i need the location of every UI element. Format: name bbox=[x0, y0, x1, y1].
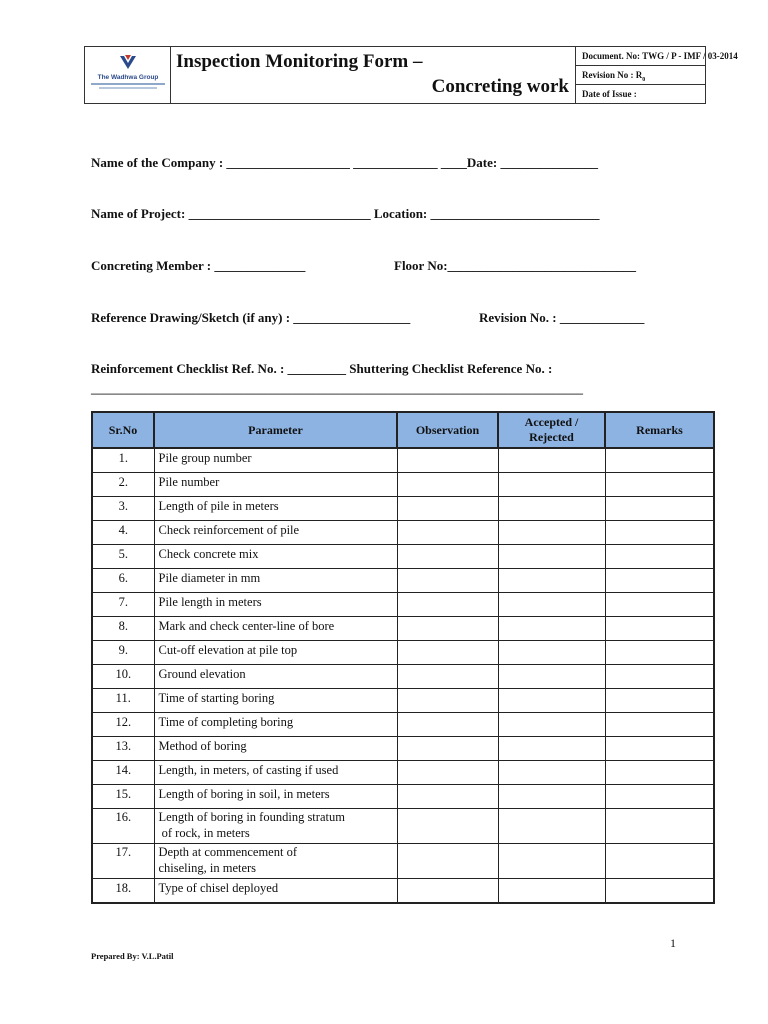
table-row bbox=[92, 617, 714, 641]
accepted-rejected-cell[interactable] bbox=[498, 497, 605, 521]
accepted-rejected-cell[interactable] bbox=[498, 473, 605, 497]
table-row bbox=[92, 473, 714, 497]
table-row bbox=[92, 689, 714, 713]
drawing-revision-field[interactable]: Revision No. : _____________ bbox=[479, 310, 645, 325]
table-row bbox=[92, 761, 714, 785]
row-parameter bbox=[154, 761, 397, 785]
accepted-rejected-cell[interactable] bbox=[498, 521, 605, 545]
parameter-text: Mark and check center-line of bore bbox=[158, 619, 335, 633]
row-parameter bbox=[154, 593, 397, 617]
column-header-accepted-rejected: Accepted / Rejected bbox=[498, 412, 605, 448]
accepted-rejected-cell[interactable] bbox=[498, 713, 605, 737]
logo-tagline-line bbox=[99, 87, 157, 89]
row-number: 4. bbox=[92, 521, 154, 545]
row-parameter bbox=[154, 737, 397, 761]
remarks-cell[interactable] bbox=[605, 617, 714, 641]
row-parameter bbox=[154, 617, 397, 641]
accepted-rejected-cell[interactable] bbox=[498, 737, 605, 761]
remarks-cell[interactable] bbox=[605, 545, 714, 569]
project-location-field[interactable]: Name of Project: ____________________________ Location: __________________________ bbox=[91, 206, 600, 221]
table-row bbox=[92, 785, 714, 809]
column-header-sr-no: Sr.No bbox=[92, 412, 154, 448]
remarks-cell[interactable] bbox=[605, 593, 714, 617]
parameter-text: Time of starting boring bbox=[158, 691, 275, 705]
parameter-text: Length of pile in meters bbox=[158, 499, 279, 513]
accepted-rejected-cell[interactable] bbox=[498, 844, 605, 879]
observation-cell[interactable] bbox=[397, 473, 498, 497]
observation-cell[interactable] bbox=[397, 689, 498, 713]
remarks-cell[interactable] bbox=[605, 448, 714, 473]
remarks-cell[interactable] bbox=[605, 665, 714, 689]
row-parameter bbox=[154, 713, 397, 737]
row-number: 5. bbox=[92, 545, 154, 569]
remarks-cell[interactable] bbox=[605, 713, 714, 737]
parameter-text: Depth at commencement of bbox=[158, 845, 297, 859]
form-title-line2: Concreting work bbox=[431, 76, 569, 97]
row-parameter bbox=[154, 641, 397, 665]
floor-no-field[interactable]: Floor No:_____________________________ bbox=[394, 258, 637, 273]
observation-cell[interactable] bbox=[397, 844, 498, 879]
prepared-by: Prepared By: V.L.Patil bbox=[91, 951, 174, 961]
row-number: 13. bbox=[92, 737, 154, 761]
parameter-text: Pile number bbox=[158, 475, 220, 489]
observation-cell[interactable] bbox=[397, 665, 498, 689]
page-number: 1 bbox=[670, 936, 676, 950]
title-cell bbox=[170, 47, 576, 103]
document-number: Document. No: TWG / P - IMF / 03-2014 bbox=[576, 47, 705, 66]
remarks-cell[interactable] bbox=[605, 569, 714, 593]
remarks-cell[interactable] bbox=[605, 844, 714, 879]
observation-cell[interactable] bbox=[397, 569, 498, 593]
row-parameter bbox=[154, 448, 397, 473]
concreting-member-field[interactable]: Concreting Member : ______________ bbox=[91, 258, 306, 273]
row-number: 8. bbox=[92, 617, 154, 641]
accepted-rejected-cell[interactable] bbox=[498, 617, 605, 641]
parameter-text: Ground elevation bbox=[158, 667, 246, 681]
remarks-cell[interactable] bbox=[605, 761, 714, 785]
parameter-text: Check concrete mix bbox=[158, 547, 259, 561]
observation-cell[interactable] bbox=[397, 521, 498, 545]
table-row bbox=[92, 497, 714, 521]
table-row bbox=[92, 641, 714, 665]
accepted-rejected-cell[interactable] bbox=[498, 665, 605, 689]
table-row bbox=[92, 879, 714, 904]
observation-cell[interactable] bbox=[397, 713, 498, 737]
table-row bbox=[92, 737, 714, 761]
revision-number: Revision No : $R_0$ bbox=[576, 66, 705, 85]
accepted-rejected-cell[interactable] bbox=[498, 809, 605, 844]
reference-drawing-field[interactable]: Reference Drawing/Sketch (if any) : __________________ bbox=[91, 310, 411, 325]
row-parameter bbox=[154, 689, 397, 713]
remarks-cell[interactable] bbox=[605, 641, 714, 665]
row-number: 15. bbox=[92, 785, 154, 809]
accepted-rejected-cell[interactable] bbox=[498, 761, 605, 785]
parameter-text-continued: of rock, in meters bbox=[158, 826, 250, 840]
accepted-rejected-cell[interactable] bbox=[498, 689, 605, 713]
parameter-text: Length, in meters, of casting if used bbox=[158, 763, 339, 777]
document-header bbox=[84, 46, 738, 104]
row-number: 10. bbox=[92, 665, 154, 689]
observation-cell[interactable] bbox=[397, 497, 498, 521]
observation-cell[interactable] bbox=[397, 593, 498, 617]
column-header-remarks: Remarks bbox=[605, 412, 714, 448]
row-number: 7. bbox=[92, 593, 154, 617]
row-parameter bbox=[154, 521, 397, 545]
row-number: 2. bbox=[92, 473, 154, 497]
accepted-rejected-cell[interactable] bbox=[498, 448, 605, 473]
row-number: 17. bbox=[92, 844, 154, 879]
accepted-rejected-cell[interactable] bbox=[498, 879, 605, 904]
row-number: 12. bbox=[92, 713, 154, 737]
column-header-observation: Observation bbox=[397, 412, 498, 448]
row-number: 9. bbox=[92, 641, 154, 665]
accepted-rejected-cell[interactable] bbox=[498, 641, 605, 665]
date-of-issue: Date of Issue : bbox=[582, 89, 637, 99]
table-row bbox=[92, 809, 714, 844]
observation-cell[interactable] bbox=[397, 737, 498, 761]
row-parameter bbox=[154, 569, 397, 593]
row-parameter bbox=[154, 545, 397, 569]
logo-tagline-line bbox=[91, 83, 165, 85]
table-row bbox=[92, 448, 714, 473]
parameter-text-continued: chiseling, in meters bbox=[158, 861, 257, 875]
remarks-cell[interactable] bbox=[605, 497, 714, 521]
observation-cell[interactable] bbox=[397, 809, 498, 844]
remarks-cell[interactable] bbox=[605, 809, 714, 844]
company-date-field[interactable]: Name of the Company : ___________________ _____________ ____Date: _______________ bbox=[91, 155, 598, 170]
remarks-cell[interactable] bbox=[605, 521, 714, 545]
row-parameter bbox=[154, 809, 397, 844]
remarks-cell[interactable] bbox=[605, 785, 714, 809]
inspection-table bbox=[91, 411, 715, 904]
form-title-line1: Inspection Monitoring Form – bbox=[176, 51, 423, 72]
table-header-row bbox=[92, 412, 714, 448]
row-number: 6. bbox=[92, 569, 154, 593]
logo-cell bbox=[85, 47, 171, 103]
column-header-parameter: Parameter bbox=[154, 412, 397, 448]
row-number: 11. bbox=[92, 689, 154, 713]
row-parameter bbox=[154, 844, 397, 879]
parameter-text: Length of boring in soil, in meters bbox=[158, 787, 330, 801]
parameter-text: Pile length in meters bbox=[158, 595, 262, 609]
wadhwa-logo-icon bbox=[119, 53, 137, 71]
table-row bbox=[92, 521, 714, 545]
remarks-cell[interactable] bbox=[605, 473, 714, 497]
row-parameter bbox=[154, 497, 397, 521]
logo-text: The Wadhwa Group bbox=[97, 74, 159, 81]
checklist-reference-field[interactable]: Reinforcement Checklist Ref. No. : _________ Shuttering Checklist Reference No. : bbox=[91, 361, 553, 376]
table-row bbox=[92, 593, 714, 617]
row-number: 16. bbox=[92, 809, 154, 844]
row-number: 1. bbox=[92, 448, 154, 473]
remarks-cell[interactable] bbox=[605, 879, 714, 904]
row-parameter bbox=[154, 665, 397, 689]
row-number: 18. bbox=[92, 879, 154, 904]
observation-cell[interactable] bbox=[397, 617, 498, 641]
accepted-rejected-cell[interactable] bbox=[498, 593, 605, 617]
table-row bbox=[92, 545, 714, 569]
accepted-rejected-cell[interactable] bbox=[498, 545, 605, 569]
parameter-text: Pile group number bbox=[158, 451, 252, 465]
table-row bbox=[92, 844, 714, 879]
checklist-reference-line[interactable]: __________________________________________________________________________________ bbox=[91, 382, 583, 396]
remarks-cell[interactable] bbox=[605, 689, 714, 713]
observation-cell[interactable] bbox=[397, 641, 498, 665]
parameter-text: Cut-off elevation at pile top bbox=[158, 643, 298, 657]
remarks-cell[interactable] bbox=[605, 737, 714, 761]
row-parameter bbox=[154, 785, 397, 809]
parameter-text: Method of boring bbox=[158, 739, 247, 753]
parameter-text: Pile diameter in mm bbox=[158, 571, 261, 585]
parameter-text: Type of chisel deployed bbox=[158, 881, 279, 895]
observation-cell[interactable] bbox=[397, 761, 498, 785]
row-number: 3. bbox=[92, 497, 154, 521]
accepted-rejected-cell[interactable] bbox=[498, 785, 605, 809]
parameter-text: Time of completing boring bbox=[158, 715, 294, 729]
table-row bbox=[92, 665, 714, 689]
row-parameter bbox=[154, 473, 397, 497]
document-meta bbox=[576, 47, 738, 103]
accepted-rejected-cell[interactable] bbox=[498, 569, 605, 593]
table-row bbox=[92, 713, 714, 737]
parameter-text: Check reinforcement of pile bbox=[158, 523, 300, 537]
row-parameter bbox=[154, 879, 397, 904]
observation-cell[interactable] bbox=[397, 785, 498, 809]
parameter-text: Length of boring in founding stratum bbox=[158, 810, 345, 824]
observation-cell[interactable] bbox=[397, 879, 498, 904]
row-number: 14. bbox=[92, 761, 154, 785]
table-row bbox=[92, 569, 714, 593]
observation-cell[interactable] bbox=[397, 545, 498, 569]
observation-cell[interactable] bbox=[397, 448, 498, 473]
